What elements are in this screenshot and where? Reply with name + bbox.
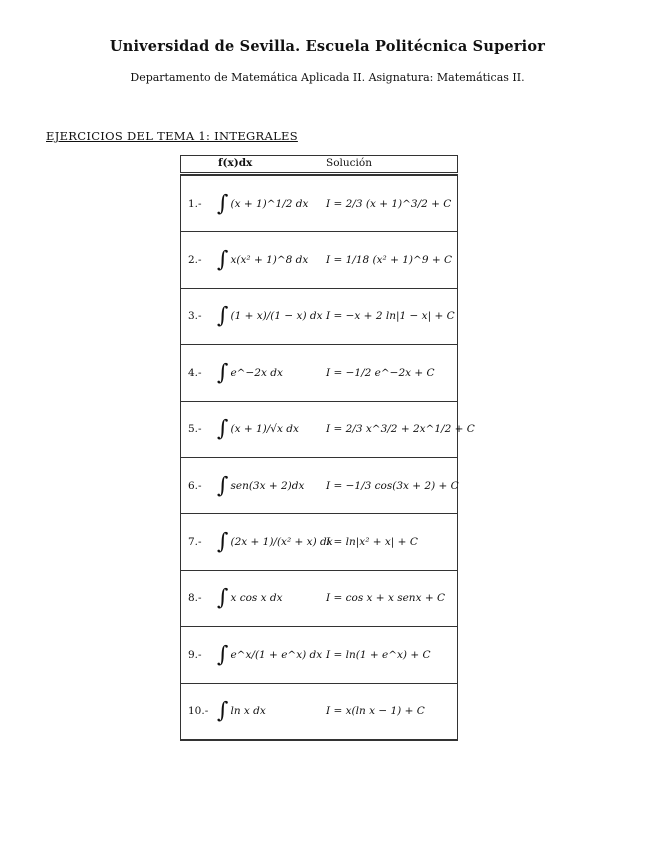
integral-sign: ∫ — [217, 585, 229, 611]
table-row — [181, 684, 457, 739]
integral-sign: ∫ — [217, 698, 229, 724]
table-row — [181, 402, 475, 458]
integral-expression — [217, 642, 322, 667]
table-row — [181, 514, 457, 570]
integral-expression — [217, 473, 304, 498]
integral-sign: ∫ — [217, 191, 229, 217]
exercise-number: 3.- — [188, 310, 202, 323]
integral-expression — [217, 360, 283, 385]
integrand: (1 + x)/(1 − x) dx — [230, 310, 323, 323]
solution-expression: I = −1/2 e^−2x + C — [326, 366, 435, 379]
integral-sign: ∫ — [217, 529, 229, 555]
header-solution: Solución — [326, 157, 372, 169]
table-body — [180, 174, 475, 741]
page-subtitle: Departamento de Matemática Aplicada II. Asignatura: Matemáticas II. — [130, 71, 525, 84]
integral-expression — [217, 304, 323, 329]
integral-sign: ∫ — [217, 247, 229, 273]
solution-expression: I = 2/3 x^3/2 + 2x^1/2 + C — [326, 423, 475, 436]
integrand: (2x + 1)/(x² + x) dx — [230, 536, 333, 549]
page-title: Universidad de Sevilla. Escuela Politécnica Superior — [109, 38, 546, 55]
exercise-number: 4.- — [188, 366, 202, 379]
exercise-number: 6.- — [188, 479, 202, 492]
integrand: sen(3x + 2)dx — [230, 479, 305, 492]
table-row — [181, 345, 457, 401]
table-header — [180, 155, 458, 173]
solution-expression: I = 2/3 (x + 1)^3/2 + C — [326, 197, 452, 210]
integral-sign: ∫ — [217, 416, 229, 442]
table-row — [181, 176, 457, 232]
exercise-number: 8.- — [188, 592, 202, 605]
integral-expression — [217, 417, 299, 442]
integrand: x cos x dx — [230, 592, 283, 605]
integrand: (x + 1)^1/2 dx — [230, 197, 309, 210]
exercise-number: 10.- — [188, 705, 209, 718]
table-row — [181, 571, 457, 627]
integrand: ln x dx — [230, 705, 266, 718]
table-row — [181, 232, 457, 288]
table-row — [181, 289, 457, 345]
exercise-number: 9.- — [188, 648, 202, 661]
integral-expression — [217, 586, 283, 611]
solution-expression: I = −x + 2 ln|1 − x| + C — [326, 310, 455, 323]
integral-sign: ∫ — [217, 642, 229, 668]
solution-expression: I = 1/18 (x² + 1)^9 + C — [326, 254, 452, 267]
exercise-number: 5.- — [188, 423, 202, 436]
table-row — [181, 627, 457, 683]
integrand: (x + 1)/√x dx — [230, 423, 299, 436]
section-title: EJERCICIOS DEL TEMA 1: INTEGRALES — [46, 129, 298, 143]
solution-expression: I = −1/3 cos(3x + 2) + C — [326, 479, 459, 492]
integral-expression — [217, 530, 333, 555]
integral-expression — [217, 191, 308, 216]
exercise-number: 7.- — [188, 536, 202, 549]
solution-expression: I = x(ln x − 1) + C — [326, 705, 425, 718]
integrand: e^−2x dx — [230, 366, 283, 379]
header-integrand: f(x)dx — [218, 157, 253, 169]
solution-expression: I = ln(1 + e^x) + C — [326, 648, 431, 661]
integrals-table — [180, 155, 475, 741]
integrand: e^x/(1 + e^x) dx — [230, 648, 323, 661]
solution-expression: I = cos x + x senx + C — [326, 592, 445, 605]
solution-expression: I = ln|x² + x| + C — [326, 536, 418, 549]
integral-sign: ∫ — [217, 473, 229, 499]
integral-sign: ∫ — [217, 360, 229, 386]
integral-expression — [217, 699, 266, 724]
table-row — [181, 458, 457, 514]
exercise-number: 2.- — [188, 254, 202, 267]
integral-sign: ∫ — [217, 303, 229, 329]
integrand: x(x² + 1)^8 dx — [230, 254, 309, 267]
integral-expression — [217, 248, 308, 273]
exercise-number: 1.- — [188, 197, 202, 210]
